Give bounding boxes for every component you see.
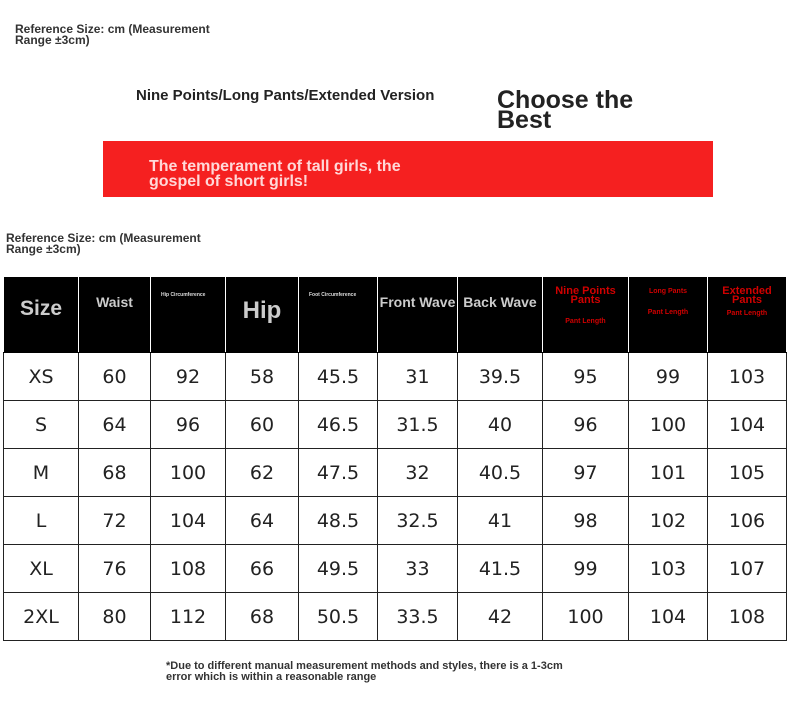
table-cell: XL — [4, 545, 79, 593]
banner — [103, 141, 713, 197]
header-waist: Waist — [79, 277, 151, 353]
table-cell: 40.5 — [458, 449, 543, 497]
version-heading: Nine Points/Long Pants/Extended Version — [136, 87, 435, 104]
table-cell: M — [4, 449, 79, 497]
table-row — [4, 497, 787, 545]
header-extended-pants — [708, 277, 787, 353]
table-cell: 45.5 — [299, 353, 378, 401]
table-cell: 104 — [708, 401, 787, 449]
table-cell: 103 — [708, 353, 787, 401]
table-cell: 105 — [708, 449, 787, 497]
header-row — [4, 277, 787, 353]
header-nine-points — [543, 277, 629, 353]
table-cell: 62 — [226, 449, 299, 497]
table-cell: 96 — [151, 401, 226, 449]
table-cell: 104 — [151, 497, 226, 545]
table-cell: 107 — [708, 545, 787, 593]
header-front-wave: Front Wave — [378, 277, 458, 353]
table-cell: 64 — [79, 401, 151, 449]
header-back-wave: Back Wave — [458, 277, 543, 353]
table-cell: 42 — [458, 593, 543, 641]
table-cell: 72 — [79, 497, 151, 545]
table-cell: 32.5 — [378, 497, 458, 545]
table-cell: 66 — [226, 545, 299, 593]
pant-length-label: Pant Length — [565, 318, 606, 325]
table-cell: 31.5 — [378, 401, 458, 449]
banner-text: The temperament of tall girls, the gospel of short girls! — [149, 158, 401, 190]
choose-heading: Choose the Best — [497, 86, 634, 134]
table-cell: 32 — [378, 449, 458, 497]
table-cell: 106 — [708, 497, 787, 545]
table-cell: 39.5 — [458, 353, 543, 401]
table-cell: 98 — [543, 497, 629, 545]
table-cell: 96 — [543, 401, 629, 449]
table-row — [4, 545, 787, 593]
table-cell: 100 — [543, 593, 629, 641]
pant-length-label: Pant Length — [726, 310, 768, 317]
table-cell: 100 — [629, 401, 708, 449]
table-cell: 64 — [226, 497, 299, 545]
footnote: *Due to different manual measurement methods and styles, there is a 1-3cm error which is within a reasonable range — [166, 660, 563, 683]
header-long-pants — [629, 277, 708, 353]
nine-points-label: Nine Points Pants — [555, 285, 616, 306]
table-row — [4, 401, 787, 449]
table-cell: 33.5 — [378, 593, 458, 641]
table-cell: 108 — [151, 545, 226, 593]
header-hip: Hip — [226, 277, 299, 353]
table-cell: 49.5 — [299, 545, 378, 593]
table-row — [4, 593, 787, 641]
table-row — [4, 449, 787, 497]
table-cell: 102 — [629, 497, 708, 545]
table-cell: 40 — [458, 401, 543, 449]
table-cell: 60 — [79, 353, 151, 401]
table-cell: 99 — [629, 353, 708, 401]
header-size: Size — [4, 277, 79, 353]
table-cell: 47.5 — [299, 449, 378, 497]
table-cell: 58 — [226, 353, 299, 401]
table-cell: 41.5 — [458, 545, 543, 593]
table-cell: 112 — [151, 593, 226, 641]
table-cell: L — [4, 497, 79, 545]
pant-length-label: Pant Length — [647, 309, 689, 316]
header-foot-circumference: Foot Circumference — [299, 277, 378, 353]
table-cell: 108 — [708, 593, 787, 641]
table-cell: 31 — [378, 353, 458, 401]
table-cell: 76 — [79, 545, 151, 593]
table-cell: 92 — [151, 353, 226, 401]
table-cell: 104 — [629, 593, 708, 641]
table-cell: 50.5 — [299, 593, 378, 641]
table-cell: 2XL — [4, 593, 79, 641]
table-cell: 95 — [543, 353, 629, 401]
table-cell: 101 — [629, 449, 708, 497]
reference-size-note: Reference Size: cm (Measurement Range ±3cm) — [15, 22, 210, 47]
table-cell: 103 — [629, 545, 708, 593]
table-row — [4, 353, 787, 401]
extended-pants-label: Extended Pants — [722, 285, 772, 306]
long-pants-label: Long Pants — [648, 288, 688, 295]
table-cell: 80 — [79, 593, 151, 641]
table-cell: 46.5 — [299, 401, 378, 449]
table-cell: 97 — [543, 449, 629, 497]
reference-size-note-2: Reference Size: cm (Measurement Range ±3cm) — [6, 231, 201, 256]
header-hip-circumference: Hip Circumference — [151, 277, 226, 353]
table-cell: 60 — [226, 401, 299, 449]
table-cell: 48.5 — [299, 497, 378, 545]
size-table — [3, 276, 787, 641]
table-cell: S — [4, 401, 79, 449]
table-cell: XS — [4, 353, 79, 401]
table-cell: 68 — [79, 449, 151, 497]
table-cell: 68 — [226, 593, 299, 641]
table-cell: 100 — [151, 449, 226, 497]
table-cell: 33 — [378, 545, 458, 593]
table-cell: 41 — [458, 497, 543, 545]
table-cell: 99 — [543, 545, 629, 593]
